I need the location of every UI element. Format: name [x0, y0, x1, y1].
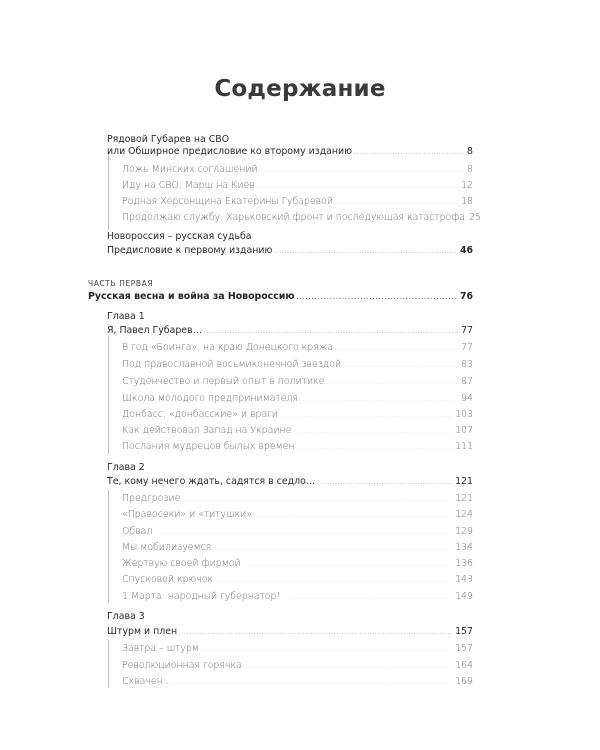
toc-entry[interactable] — [122, 196, 473, 209]
leader-dots — [215, 574, 453, 587]
toc-page-number: 121 — [455, 476, 473, 487]
toc-entry-text: или Обширное предисловие ко второму изданию — [107, 146, 353, 157]
toc-page-number: 143 — [455, 574, 473, 585]
toc-entry[interactable] — [122, 558, 473, 571]
toc-entry-text: Предгрозие — [122, 493, 181, 504]
toc-page-number: 124 — [455, 509, 473, 520]
leader-dots — [260, 164, 465, 177]
leader-dots — [254, 509, 453, 522]
toc-entry-text: Школа молодого предпринимателя — [122, 393, 299, 404]
toc-entry-text: Завтра – штурм — [122, 643, 200, 654]
toc-entry-text: Студенчество и первый опыт в политике — [122, 376, 325, 387]
toc-entry[interactable] — [122, 393, 473, 406]
toc-page-number: 76 — [459, 291, 473, 302]
toc-page-number: 18 — [461, 196, 473, 207]
toc-entry-text: Схвачен… — [122, 676, 173, 687]
toc-page-number: 46 — [459, 245, 473, 256]
toc-page-number: 157 — [455, 626, 473, 637]
toc-entry[interactable] — [122, 425, 473, 438]
page-title: Содержание — [214, 76, 386, 102]
toc-entry[interactable] — [122, 509, 473, 522]
leader-dots — [300, 393, 459, 406]
toc-entry-text: Под православной восьмиконечной звездой — [122, 359, 342, 370]
toc-page-number: 136 — [455, 558, 473, 569]
toc-page-number: 134 — [455, 542, 473, 553]
toc-entry-part[interactable] — [88, 291, 473, 304]
toc-entry[interactable] — [122, 180, 473, 193]
toc-entry[interactable] — [122, 164, 473, 177]
toc-entry[interactable] — [122, 212, 481, 225]
toc-entry-text: Продолжаю службу. Харьковский фронт и последующая катастрофа — [122, 212, 466, 223]
toc-entry-text: Спусковой крючок — [122, 574, 214, 585]
toc-entry[interactable] — [122, 493, 473, 506]
toc-entry[interactable] — [122, 542, 473, 555]
toc-entry[interactable] — [122, 441, 473, 454]
leader-dots — [343, 359, 459, 372]
novorossiya-title: Новороссия – русская судьба — [107, 231, 252, 242]
leader-dots — [201, 643, 453, 656]
leader-dots — [354, 146, 465, 159]
toc-page-number: 157 — [455, 643, 473, 654]
toc-entry-text: Послания мудрецов былых времен — [122, 441, 295, 452]
toc-entry-text: В год «Боинга», на краю Донецкого кряжа — [122, 342, 333, 353]
toc-page-number: 8 — [467, 146, 473, 157]
leader-dots — [213, 542, 453, 555]
toc-entry-text: Обвал — [122, 526, 153, 537]
section-rule — [108, 152, 109, 230]
leader-dots — [174, 676, 453, 689]
toc-entry-text: Мы мобилизуемся — [122, 542, 212, 553]
leader-dots — [335, 342, 459, 355]
chapter-label: Глава 1 — [107, 311, 145, 322]
toc-page-number: 77 — [461, 325, 473, 336]
toc-page-number: 107 — [455, 425, 473, 436]
toc-entry[interactable] — [122, 591, 473, 604]
leader-dots — [154, 526, 453, 539]
toc-entry[interactable] — [122, 574, 473, 587]
leader-dots — [179, 626, 453, 639]
leader-dots — [317, 476, 453, 489]
toc-page-number: 77 — [461, 342, 473, 353]
toc-page-number: 111 — [455, 441, 473, 452]
toc-entry[interactable] — [122, 676, 473, 689]
section-rule — [108, 640, 109, 688]
toc-page-number: 121 — [455, 493, 473, 504]
toc-entry[interactable] — [107, 245, 473, 258]
toc-entry[interactable] — [122, 643, 473, 656]
leader-dots — [257, 180, 459, 193]
toc-entry-text: 1 Марта: народный губернатор! — [122, 591, 281, 602]
toc-entry-text: Штурм и плен — [107, 626, 178, 637]
toc-page-number: 129 — [455, 526, 473, 537]
leader-dots — [297, 441, 454, 454]
toc-entry[interactable] — [122, 359, 473, 372]
toc-page-number: 169 — [455, 676, 473, 687]
toc-entry-text: Иду на СВО. Марш на Киев — [122, 180, 255, 191]
leader-dots — [293, 425, 453, 438]
toc-entry[interactable] — [122, 342, 473, 355]
toc-entry-text: Как действовал Запад на Украине — [122, 425, 292, 436]
toc-entry[interactable] — [122, 409, 473, 422]
toc-entry[interactable] — [122, 376, 473, 389]
section-rule — [108, 490, 109, 602]
toc-page-number: 25 — [469, 212, 481, 223]
toc-entry-text: Революционная горячка — [122, 660, 242, 671]
toc-page-number: 164 — [455, 660, 473, 671]
leader-dots — [282, 591, 453, 604]
intro-title-line1: Рядовой Губарев на СВО — [107, 134, 230, 145]
toc-entry[interactable] — [107, 146, 473, 159]
leader-dots — [182, 493, 453, 506]
toc-entry[interactable] — [122, 526, 473, 539]
leader-dots — [326, 376, 459, 389]
toc-entry-chapter[interactable] — [107, 626, 473, 639]
leader-dots — [296, 291, 457, 304]
toc-entry-text: Предисловие к первому изданию — [107, 245, 273, 256]
toc-entry-text: «Правосеки» и «титушки» — [122, 509, 253, 520]
toc-entry-text: Донбасс, «донбасские» и враги — [122, 409, 278, 420]
toc-page-number: 87 — [461, 376, 473, 387]
chapter-label: Глава 3 — [107, 611, 145, 622]
leader-dots — [244, 660, 453, 673]
toc-entry-text: Я, Павел Губарев… — [107, 325, 202, 336]
toc-page-number: 149 — [455, 591, 473, 602]
toc-entry-chapter[interactable] — [107, 325, 473, 338]
leader-dots — [280, 409, 453, 422]
toc-entry-text: Жертвую своей фирмой — [122, 558, 241, 569]
toc-page-number: 12 — [461, 180, 473, 191]
toc-page-number: 8 — [467, 164, 473, 175]
part-label: ЧАСТЬ ПЕРВАЯ — [88, 279, 154, 288]
leader-dots — [274, 245, 458, 258]
leader-dots — [243, 558, 453, 571]
chapter-label: Глава 2 — [107, 462, 145, 473]
toc-page-number: 103 — [455, 409, 473, 420]
toc-entry-text: Те, кому нечего ждать, садятся в седло… — [107, 476, 316, 487]
toc-page-number: 83 — [461, 359, 473, 370]
section-rule — [108, 336, 109, 454]
leader-dots — [204, 325, 459, 338]
toc-entry-chapter[interactable] — [107, 476, 473, 489]
toc-entry-text: Русская весна и война за Новороссию — [88, 291, 295, 302]
toc-entry-text: Ложь Минских соглашений — [122, 164, 258, 175]
toc-page-number: 94 — [461, 393, 473, 404]
leader-dots — [335, 196, 459, 209]
toc-entry[interactable] — [122, 660, 473, 673]
toc-entry-text: Родная Херсонщина Екатерины Губаревой — [122, 196, 334, 207]
